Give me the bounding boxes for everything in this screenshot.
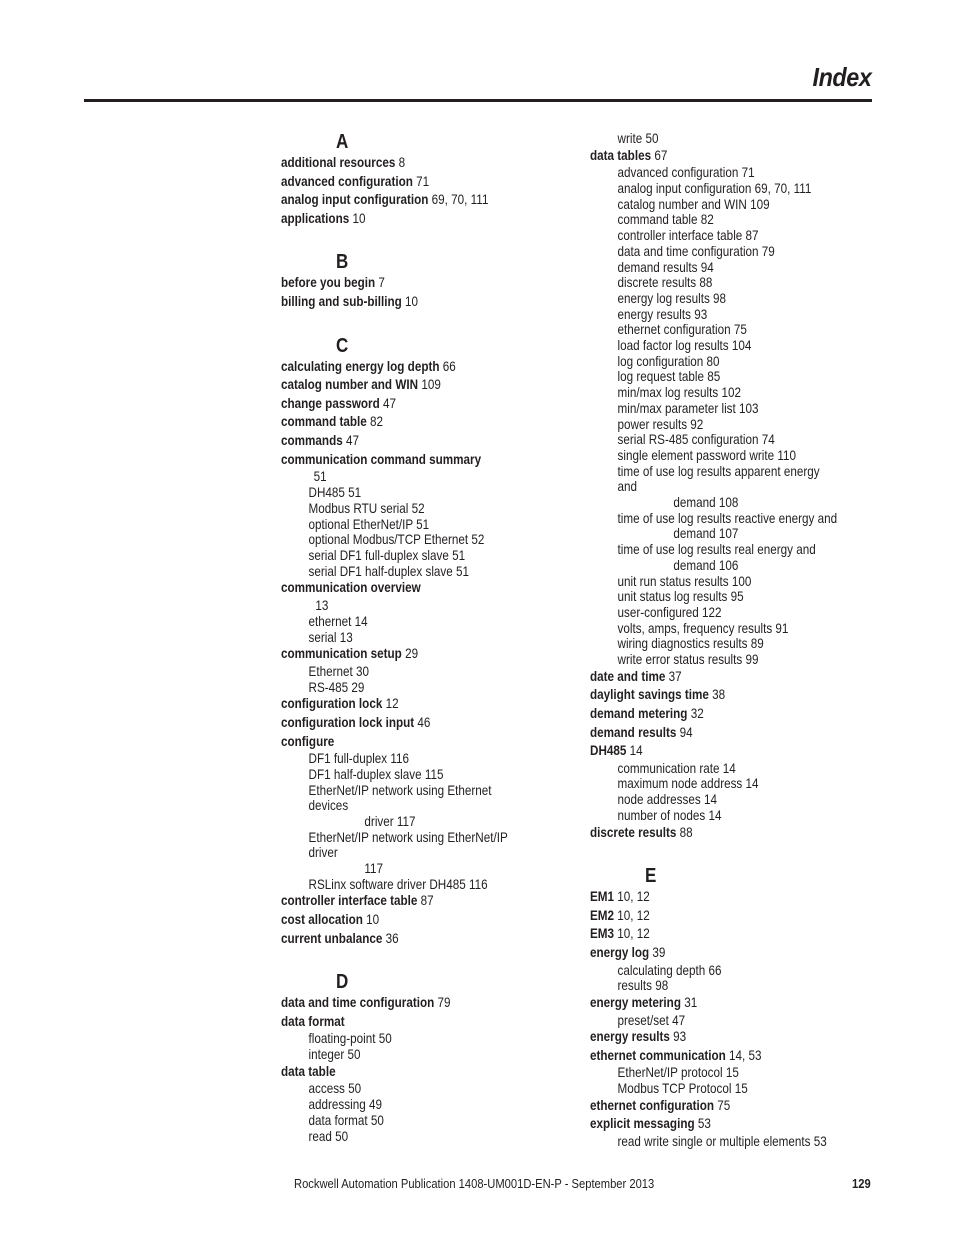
index-term: applications xyxy=(281,210,350,226)
page-ref: 87 xyxy=(420,893,434,909)
index-subentry: node addresses 14 xyxy=(617,792,717,808)
index-column-left xyxy=(281,130,571,1144)
subentry-text: time of use log results apparent energy and xyxy=(617,463,820,495)
index-entry xyxy=(590,705,839,724)
index-term: communication command summary xyxy=(281,451,482,467)
index-term: energy results xyxy=(590,1029,670,1045)
page-ref: 79 xyxy=(437,995,451,1011)
index-subentry: log configuration 80 xyxy=(617,353,720,369)
page-ref: 88 xyxy=(679,824,693,840)
index-term: energy metering xyxy=(590,994,681,1010)
index-entry xyxy=(281,395,530,414)
index-subentry: data and time configuration 79 xyxy=(617,243,775,259)
letter-heading-e: E xyxy=(645,865,657,888)
index-entry xyxy=(590,724,839,743)
index-term: ethernet communication xyxy=(590,1047,726,1063)
index-subentry: floating-point 50 xyxy=(308,1031,392,1047)
index-entry xyxy=(281,695,530,714)
index-term: data and time configuration xyxy=(281,995,435,1011)
index-subentry: addressing 49 xyxy=(308,1097,382,1113)
index-subentry: RSLinx software driver DH485 116 xyxy=(308,876,488,892)
index-entry xyxy=(281,451,530,470)
index-subentry: optional EtherNet/IP 51 xyxy=(308,516,430,532)
index-term: data tables xyxy=(590,147,652,163)
page-ref: 29 xyxy=(405,646,419,662)
index-entry xyxy=(590,1047,839,1066)
index-subentry: number of nodes 14 xyxy=(617,807,722,823)
page-ref: 38 xyxy=(712,687,726,703)
index-entry xyxy=(281,579,530,598)
page-title: Index xyxy=(812,62,871,92)
page-ref: 7 xyxy=(378,275,385,291)
index-entry xyxy=(590,1028,839,1047)
index-subentry: Ethernet 30 xyxy=(308,663,369,679)
index-term: catalog number and WIN xyxy=(281,377,419,393)
index-entry xyxy=(281,376,530,395)
index-subentry: volts, amps, frequency results 91 xyxy=(617,620,789,636)
index-subentry: energy results 93 xyxy=(617,306,708,322)
index-term: configuration lock input xyxy=(281,714,415,730)
index-subentry: unit status log results 95 xyxy=(617,589,744,605)
page-ref: 71 xyxy=(416,173,430,189)
index-entry xyxy=(590,1115,839,1134)
page-ref: 10 xyxy=(352,210,366,226)
subentry-continuation: driver 117 xyxy=(364,813,416,829)
index-term: configuration lock xyxy=(281,696,383,712)
index-entry xyxy=(281,733,530,752)
index-term: EM2 xyxy=(590,907,615,923)
index-subentry: user-configured 122 xyxy=(617,604,722,620)
page-ref: 39 xyxy=(652,944,666,960)
page-ref: 75 xyxy=(717,1097,731,1113)
index-subentry: min/max parameter list 103 xyxy=(617,400,759,416)
index-term: command table xyxy=(281,414,367,430)
index-entry xyxy=(590,1097,839,1116)
index-term: demand results xyxy=(590,724,677,740)
index-subentry: read write single or multiple elements 53 xyxy=(617,1134,827,1150)
page-ref: 10, 12 xyxy=(617,926,650,942)
index-subentry: analog input configuration 69, 70, 111 xyxy=(617,181,812,196)
page-ref: 67 xyxy=(654,147,668,163)
index-term: explicit messaging xyxy=(590,1116,695,1132)
index-term: billing and sub-billing xyxy=(281,293,402,309)
index-term: controller interface table xyxy=(281,893,418,909)
index-term: additional resources xyxy=(281,155,396,170)
index-subentry: communication rate 14 xyxy=(617,760,736,776)
index-term: cost allocation xyxy=(281,912,363,928)
page-ref: 10, 12 xyxy=(617,889,650,905)
letter-heading-b: B xyxy=(336,251,349,274)
index-entry xyxy=(590,668,839,687)
index-subentry: serial 13 xyxy=(308,629,353,645)
index-subentry: discrete results 88 xyxy=(617,275,713,291)
subentry-text: time of use log results real energy and xyxy=(617,542,816,558)
letter-heading-a: A xyxy=(336,131,349,153)
index-term: data format xyxy=(281,1013,345,1029)
subentry-text: EtherNet/IP network using EtherNet/IP driver xyxy=(308,829,508,861)
index-subentry: data format 50 xyxy=(308,1112,384,1128)
page-number: 129 xyxy=(852,1176,871,1191)
index-entry xyxy=(281,930,530,949)
page-ref: 93 xyxy=(673,1029,687,1045)
page-ref: 14, 53 xyxy=(729,1047,762,1063)
index-subentry: write 50 xyxy=(617,131,659,146)
page-ref: 51 xyxy=(313,469,327,485)
index-entry xyxy=(281,645,530,664)
title-rule xyxy=(84,99,872,102)
letter-heading-c: C xyxy=(336,334,349,357)
page-ref: 8 xyxy=(398,155,406,170)
index-subentry: unit run status results 100 xyxy=(617,573,752,589)
index-term: current unbalance xyxy=(281,930,383,946)
index-term: demand metering xyxy=(590,705,688,721)
index-entry xyxy=(281,892,530,911)
index-entry xyxy=(281,413,530,432)
index-term: communication setup xyxy=(281,646,402,662)
index-term: advanced configuration xyxy=(281,173,413,189)
page-ref: 46 xyxy=(417,714,431,730)
page-ref: 109 xyxy=(421,377,441,393)
index-subentry: ethernet 14 xyxy=(308,613,368,629)
index-subentry: write error status results 99 xyxy=(617,652,759,668)
index-term: analog input configuration xyxy=(281,192,429,208)
index-term: EM3 xyxy=(590,926,615,942)
page-ref: 13 xyxy=(315,597,329,613)
index-subentry: DH485 51 xyxy=(308,485,362,501)
index-term: calculating energy log depth xyxy=(281,358,440,374)
page-ref: 69, 70, 111 xyxy=(431,192,489,208)
index-subentry: command table 82 xyxy=(617,212,714,228)
subentry-continuation: 117 xyxy=(364,861,384,877)
index-subentry: log request table 85 xyxy=(617,369,721,385)
index-subentry: preset/set 47 xyxy=(617,1012,686,1028)
index-entry xyxy=(281,911,530,930)
subentry-continuation: demand 107 xyxy=(673,526,739,542)
page-ref: 94 xyxy=(679,724,693,740)
index-entry xyxy=(590,888,839,907)
index-subentry xyxy=(590,464,839,511)
index-subentry: DF1 half-duplex slave 115 xyxy=(308,766,444,782)
index-entry xyxy=(281,994,530,1013)
subentry-continuation: demand 106 xyxy=(673,557,739,573)
index-entry xyxy=(590,147,839,166)
index-subentry: access 50 xyxy=(308,1081,362,1097)
index-subentry xyxy=(281,830,530,877)
index-term: commands xyxy=(281,432,343,448)
index-subentry: read 50 xyxy=(308,1128,349,1144)
page-ref: 37 xyxy=(668,668,682,684)
index-term: ethernet configuration xyxy=(590,1097,715,1113)
publication-info: Rockwell Automation Publication 1408-UM001D-EN-P - September 2013 xyxy=(294,1176,655,1191)
index-entry xyxy=(281,358,530,377)
subentry-continuation: demand 108 xyxy=(673,495,739,511)
index-subentry xyxy=(590,542,839,573)
page-ref: 10 xyxy=(366,912,380,928)
page-ref: 31 xyxy=(684,994,698,1010)
index-subentry: wiring diagnostics results 89 xyxy=(617,636,764,652)
index-column-right xyxy=(590,131,880,1150)
index-subentry xyxy=(281,783,530,830)
index-entry xyxy=(281,210,530,229)
index-term: EM1 xyxy=(590,889,615,905)
index-subentry: single element password write 110 xyxy=(617,447,797,463)
index-entry xyxy=(281,293,530,312)
index-subentry: DF1 full-duplex 116 xyxy=(308,751,410,767)
index-entry xyxy=(590,907,839,926)
index-subentry: Modbus RTU serial 52 xyxy=(308,500,425,516)
index-subentry: serial DF1 full-duplex slave 51 xyxy=(308,547,466,563)
index-subentry: demand results 94 xyxy=(617,259,714,275)
index-term: data table xyxy=(281,1063,336,1079)
index-subentry: min/max log results 102 xyxy=(617,385,741,401)
page-ref: 82 xyxy=(370,414,384,430)
index-subentry: results 98 xyxy=(617,978,669,994)
index-entry xyxy=(590,824,839,843)
page-ref: 14 xyxy=(629,743,643,759)
index-entry xyxy=(281,154,530,173)
index-subentry: calculating depth 66 xyxy=(617,962,722,978)
index-entry xyxy=(590,686,839,705)
index-entry xyxy=(281,274,530,293)
page-ref: 12 xyxy=(385,696,399,712)
index-subentry: energy log results 98 xyxy=(617,290,727,306)
page-ref: 47 xyxy=(345,432,359,448)
page-ref: 36 xyxy=(385,930,399,946)
index-term: change password xyxy=(281,395,380,411)
index-subentry: integer 50 xyxy=(308,1047,361,1063)
index-entry xyxy=(590,944,839,963)
index-term: communication overview xyxy=(281,580,421,596)
index-subentry: catalog number and WIN 109 xyxy=(617,196,770,212)
index-term: date and time xyxy=(590,668,666,684)
index-subentry: serial RS-485 configuration 74 xyxy=(617,432,775,448)
page-ref: 10, 12 xyxy=(617,907,650,923)
index-entry xyxy=(590,925,839,944)
index-subentry: Modbus TCP Protocol 15 xyxy=(617,1081,748,1097)
index-entry xyxy=(281,714,530,733)
page-ref: 53 xyxy=(697,1116,711,1132)
page-ref: 10 xyxy=(405,293,419,309)
index-subentry: load factor log results 104 xyxy=(617,338,752,354)
index-entry xyxy=(281,173,530,192)
index-term: configure xyxy=(281,733,335,749)
index-term: before you begin xyxy=(281,275,376,291)
index-term: daylight savings time xyxy=(590,687,709,703)
index-subentry xyxy=(590,511,839,542)
index-entry xyxy=(590,742,839,761)
index-subentry: optional Modbus/TCP Ethernet 52 xyxy=(308,532,485,548)
index-subentry: power results 92 xyxy=(617,416,704,432)
index-term: discrete results xyxy=(590,824,677,840)
index-subentry: controller interface table 87 xyxy=(617,228,759,244)
subentry-text: EtherNet/IP network using Ethernet devices xyxy=(308,782,492,814)
page-ref: 32 xyxy=(690,705,704,721)
index-entry xyxy=(590,994,839,1013)
index-entry xyxy=(281,432,530,451)
index-subentry: EtherNet/IP protocol 15 xyxy=(617,1065,739,1081)
index-subentry: maximum node address 14 xyxy=(617,776,759,792)
index-entry xyxy=(281,1063,530,1082)
index-term: energy log xyxy=(590,944,650,960)
page-ref: 47 xyxy=(383,395,397,411)
page-ref: 66 xyxy=(442,358,456,374)
index-entry xyxy=(281,191,530,210)
index-subentry: RS-485 29 xyxy=(308,679,365,695)
index-subentry: advanced configuration 71 xyxy=(617,165,755,181)
index-subentry: serial DF1 half-duplex slave 51 xyxy=(308,563,470,579)
index-subentry: ethernet configuration 75 xyxy=(617,322,747,338)
index-term: DH485 xyxy=(590,743,627,759)
index-entry xyxy=(281,1013,530,1032)
letter-heading-d: D xyxy=(336,971,349,994)
subentry-text: time of use log results reactive energy and xyxy=(617,510,838,526)
